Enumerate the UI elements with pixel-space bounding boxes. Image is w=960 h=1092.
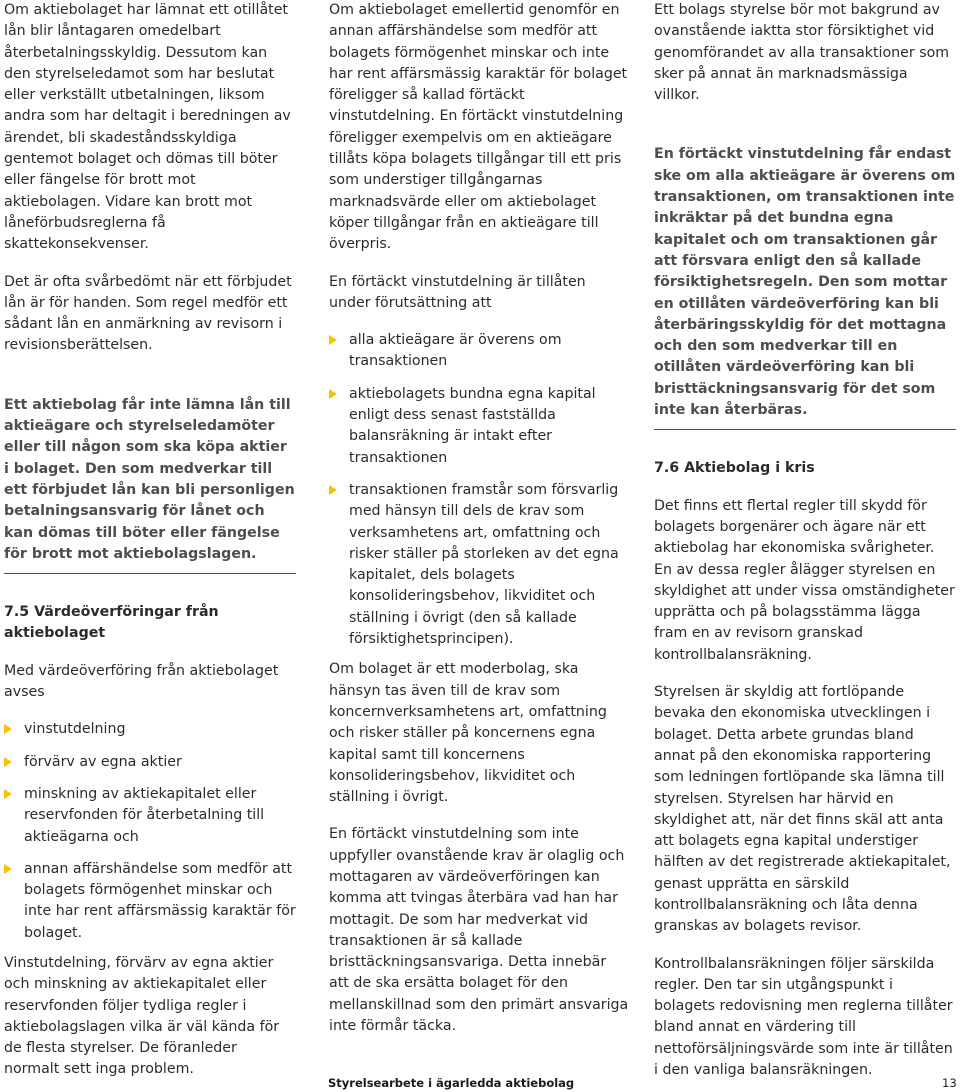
bullet-list bbox=[329, 330, 629, 650]
column-left bbox=[4, 0, 296, 1081]
list-item: vinstutdelning bbox=[4, 719, 296, 740]
paragraph: Vinstutdelning, förvärv av egna aktier och minskning av aktiekapitalet eller reservfonden följer tydliga regler i aktiebolagslagen vilka är väl kända för de flesta styrelser. De föranleder normalt sett inga problem. bbox=[4, 954, 280, 1078]
paragraph: Det finns ett flertal regler till skydd för bolagets borgenärer och ägare när ett aktiebolag har ekonomiska svårigheter. En av dessa regler ålägger styrelsen en skyldighet att under vissa omständigheter upprätta och på bolagsstämma lägga fram en av revisorn granskad kontrollbalansräkning. bbox=[654, 497, 955, 663]
paragraph: Om bolaget är ett moderbolag, ska hänsyn tas även till de krav som koncernverksamhetens art, omfattning och risker ställer på koncernens egna kapital samt till koncernens konsolideringsbehov, likviditet och ställning i övrigt. bbox=[329, 661, 607, 806]
paragraph: En förtäckt vinstutdelning är tillåten under förutsättning att bbox=[329, 273, 586, 311]
paragraph: Om aktiebolaget emellertid genomför en annan affärshändelse som medför att bolagets förmögenhet minskar och inte har rent affärsmässig karaktär för bolaget föreligger så kallad förtäckt vinstutdelning. En förtäckt vinstutdelning föreligger exempelvis om en aktieägare tillåts köpa bolagets tillgångar till ett pris som understiger tillgångarnas marknadsvärde eller om aktiebolaget köper tillgångar från en aktieägare till överpris. bbox=[329, 2, 628, 253]
triangle-arrow-icon bbox=[4, 864, 12, 874]
column-right bbox=[654, 0, 956, 1081]
triangle-arrow-icon bbox=[4, 724, 12, 734]
triangle-arrow-icon bbox=[329, 485, 337, 495]
section-heading: 7.5 Värdeöverföringar från aktiebolaget bbox=[4, 604, 219, 642]
paragraph: Kontrollbalansräkningen följer särskilda regler. Den tar sin utgångspunkt i bolagets redovisning men reglerna tillåter bland annat en värdering till nettoförsäljningsvärde som inte är tillåten i den vanliga balansräkningen. bbox=[654, 955, 953, 1079]
bullet-list bbox=[4, 719, 296, 944]
column-middle bbox=[329, 0, 629, 1037]
list-item: alla aktieägare är överens om transaktionen bbox=[329, 330, 629, 373]
section-heading: 7.6 Aktiebolag i kris bbox=[654, 460, 815, 477]
triangle-arrow-icon bbox=[329, 335, 337, 345]
callout-box: En förtäckt vinstutdelning får endast ske om alla aktieägare är överens om transaktionen, om transaktionen inte inkräktar på det bundna egna kapitalet och om transaktionen går att försvara enligt den så kallade försiktighetsregeln. Den som mottar en otillåten värdeöverföring kan bli återbäringsskyldig för det mottagna och den som medverkar till en otillåten värdeöverföring kan bli bristtäckningsansvarig för det som inte kan återbäras. bbox=[654, 146, 956, 419]
callout-box: Ett aktiebolag får inte lämna lån till aktieägare och styrelseledamöter eller till någon som ska köpa aktier i bolaget. Den som medverkar till ett förbjudet lån kan bli personligen betalningsansvarig för lånet och kan dömas till böter eller fängelse för brott mot aktiebolagslagen. bbox=[4, 396, 295, 562]
triangle-arrow-icon bbox=[4, 789, 12, 799]
paragraph: Det är ofta svårbedömt när ett förbjudet lån är för handen. Som regel medför ett sådant lån en anmärkning av revisorn i revisionsberättelsen. bbox=[4, 273, 292, 354]
paragraph: Med värdeöverföring från aktiebolaget avses bbox=[4, 662, 279, 701]
paragraph: En förtäckt vinstutdelning som inte uppfyller ovanstående krav är olaglig och mottagaren av värdeöverföringen kan komma att tvingas återbära vad han har mottagit. De som har medverkat vid transaktionen är så kallade bristtäckningsansvariga. Detta innebär att de ska ersätta bolaget för den mellanskillnad som den primärt ansvariga inte förmår täcka. bbox=[329, 826, 629, 1035]
list-item: minskning av aktiekapitalet eller reservfonden för återbetalning till aktieägarna och bbox=[4, 784, 296, 848]
paragraph: Om aktiebolaget har lämnat ett otillåtet lån blir låntagaren omedelbart återbetalningsskyldig. Dessutom kan den styrelseledamot som har beslutat eller verkställt utbetalningen, liksom andra som har deltagit i beredningen av ärendet, bli skadeståndsskyldiga gentemot bolaget och dömas till böter eller fängelse för brott mot aktiebolagen. Vidare kan brott mot låneförbudsreglerna få skattekonsekvenser. bbox=[4, 2, 291, 253]
list-item: förvärv av egna aktier bbox=[4, 752, 296, 773]
triangle-arrow-icon bbox=[4, 757, 12, 767]
page-number: 13 bbox=[942, 1076, 957, 1090]
triangle-arrow-icon bbox=[329, 389, 337, 399]
paragraph: Ett bolags styrelse bör mot bakgrund av ovanstående iaktta stor försiktighet vid genomförandet av alla transaktioner som sker på annat än marknadsmässiga villkor. bbox=[654, 2, 950, 104]
list-item: aktiebolagets bundna egna kapital enligt dess senast fastställda balansräkning är intakt efter transaktionen bbox=[329, 384, 629, 469]
paragraph: Styrelsen är skyldig att fortlöpande bevaka den ekonomiska utvecklingen i bolaget. Detta arbete grundas bland annat på den ekonomiska rapportering som ledningen fortlöpande ska lämna till styrelsen. Styrelsen har härvid en skyldighet att, när det finns skäl att anta att bolagets egna kapital understiger hälften av det registrerade aktiekapitalet, genast upprätta en särskild kontrollbalansräkning och låta denna granskas av bolagets revisor. bbox=[654, 684, 951, 935]
footer-title: Styrelsearbete i ägarledda aktiebolag bbox=[328, 1076, 575, 1090]
list-item: annan affärshändelse som medför att bolagets förmögenhet minskar och inte har rent affärsmässig karaktär för bolaget. bbox=[4, 859, 296, 944]
list-item: transaktionen framstår som försvarlig med hänsyn till dels de krav som verksamhetens art, omfattning och risker ställer på storleken av det egna kapitalet, dels bolagets konsolideringsbehov, likviditet och ställning i övrigt (den så kallade försiktighetsprincipen). bbox=[329, 480, 629, 650]
